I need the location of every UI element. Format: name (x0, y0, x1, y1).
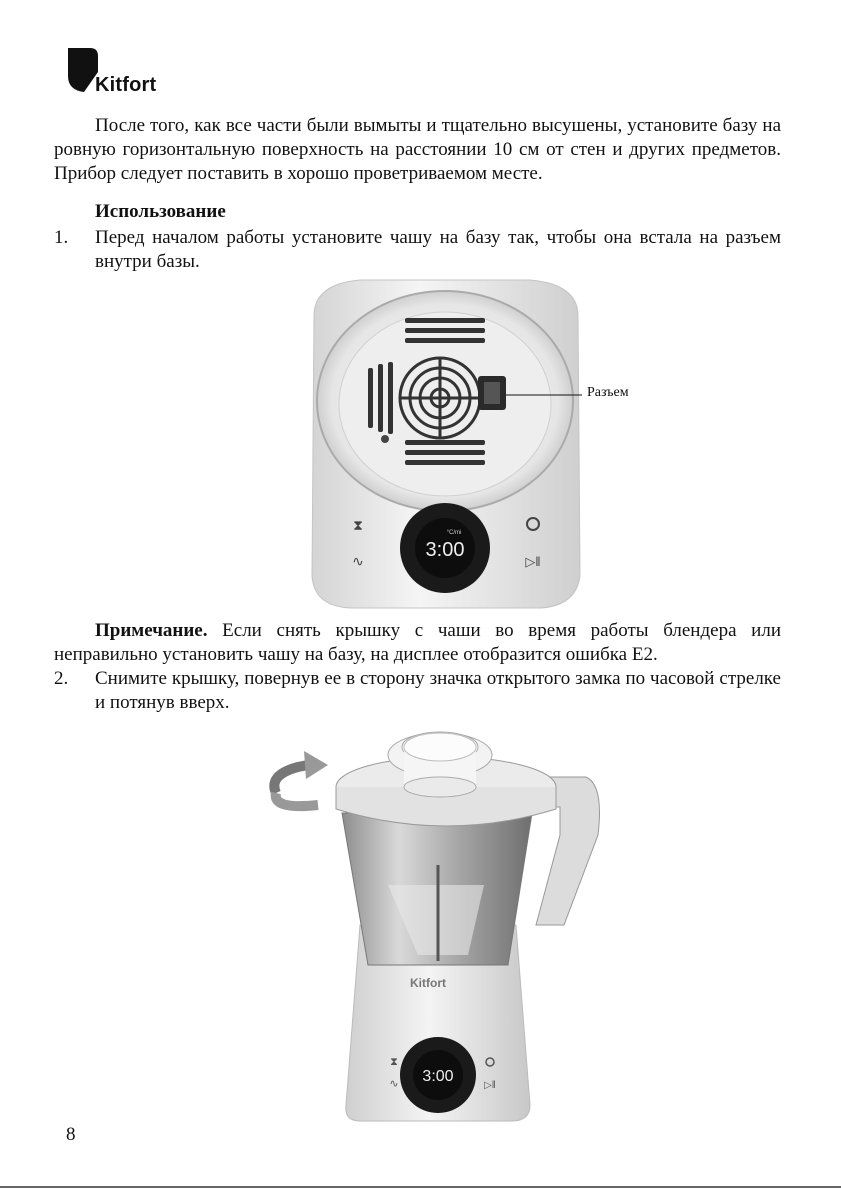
step-number: 1. (54, 227, 69, 248)
section-heading: Использование (95, 201, 226, 222)
page-number: 8 (66, 1124, 76, 1145)
pulse-icon: ∿ (352, 553, 364, 569)
connector-label: Разъем (587, 385, 629, 400)
bottom-rule (0, 1186, 841, 1188)
timer-icon: ⧗ (353, 517, 363, 533)
intro-paragraph: После того, как все части были вымыты и тщательно высушены, установите базу на ровную горизонтальную поверхность на расстоянии 10 см от стен и других предметов. Прибор следует поставить в хорошо проветриваемом месте. (54, 115, 781, 184)
blender-photo (268, 725, 613, 1130)
note-paragraph (54, 619, 781, 667)
step-number: 2. (54, 668, 69, 689)
timer-icon: ⧗ (390, 1056, 398, 1068)
base-photo (300, 276, 590, 616)
play-pause-icon: ▷‖ (484, 1080, 496, 1091)
blender-display-time: 3:00 (422, 1068, 454, 1085)
base-display-time: 3:00 (425, 539, 465, 561)
step-text: Перед началом работы установите чашу на базу так, чтобы она встала на разъем внутри базы. (95, 227, 781, 272)
note-text: Если снять крышку с чаши во время работы блендера или неправильно установить чашу на базу, на дисплее отобразится ошибка E2. (54, 620, 781, 665)
step-text: Снимите крышку, повернув ее в сторону значка открытого замка по часовой стрелке и потянув вверх. (95, 668, 781, 713)
note-label: Примечание. (95, 620, 208, 641)
step-1 (54, 226, 781, 274)
step-2 (54, 667, 781, 715)
play-pause-icon: ▷‖ (525, 554, 541, 569)
base-display-unit: °C/mi (446, 530, 462, 536)
brand-name: Kitfort (95, 74, 157, 96)
pulse-icon: ∿ (389, 1078, 399, 1090)
base-brand: Kitfort (410, 976, 446, 990)
